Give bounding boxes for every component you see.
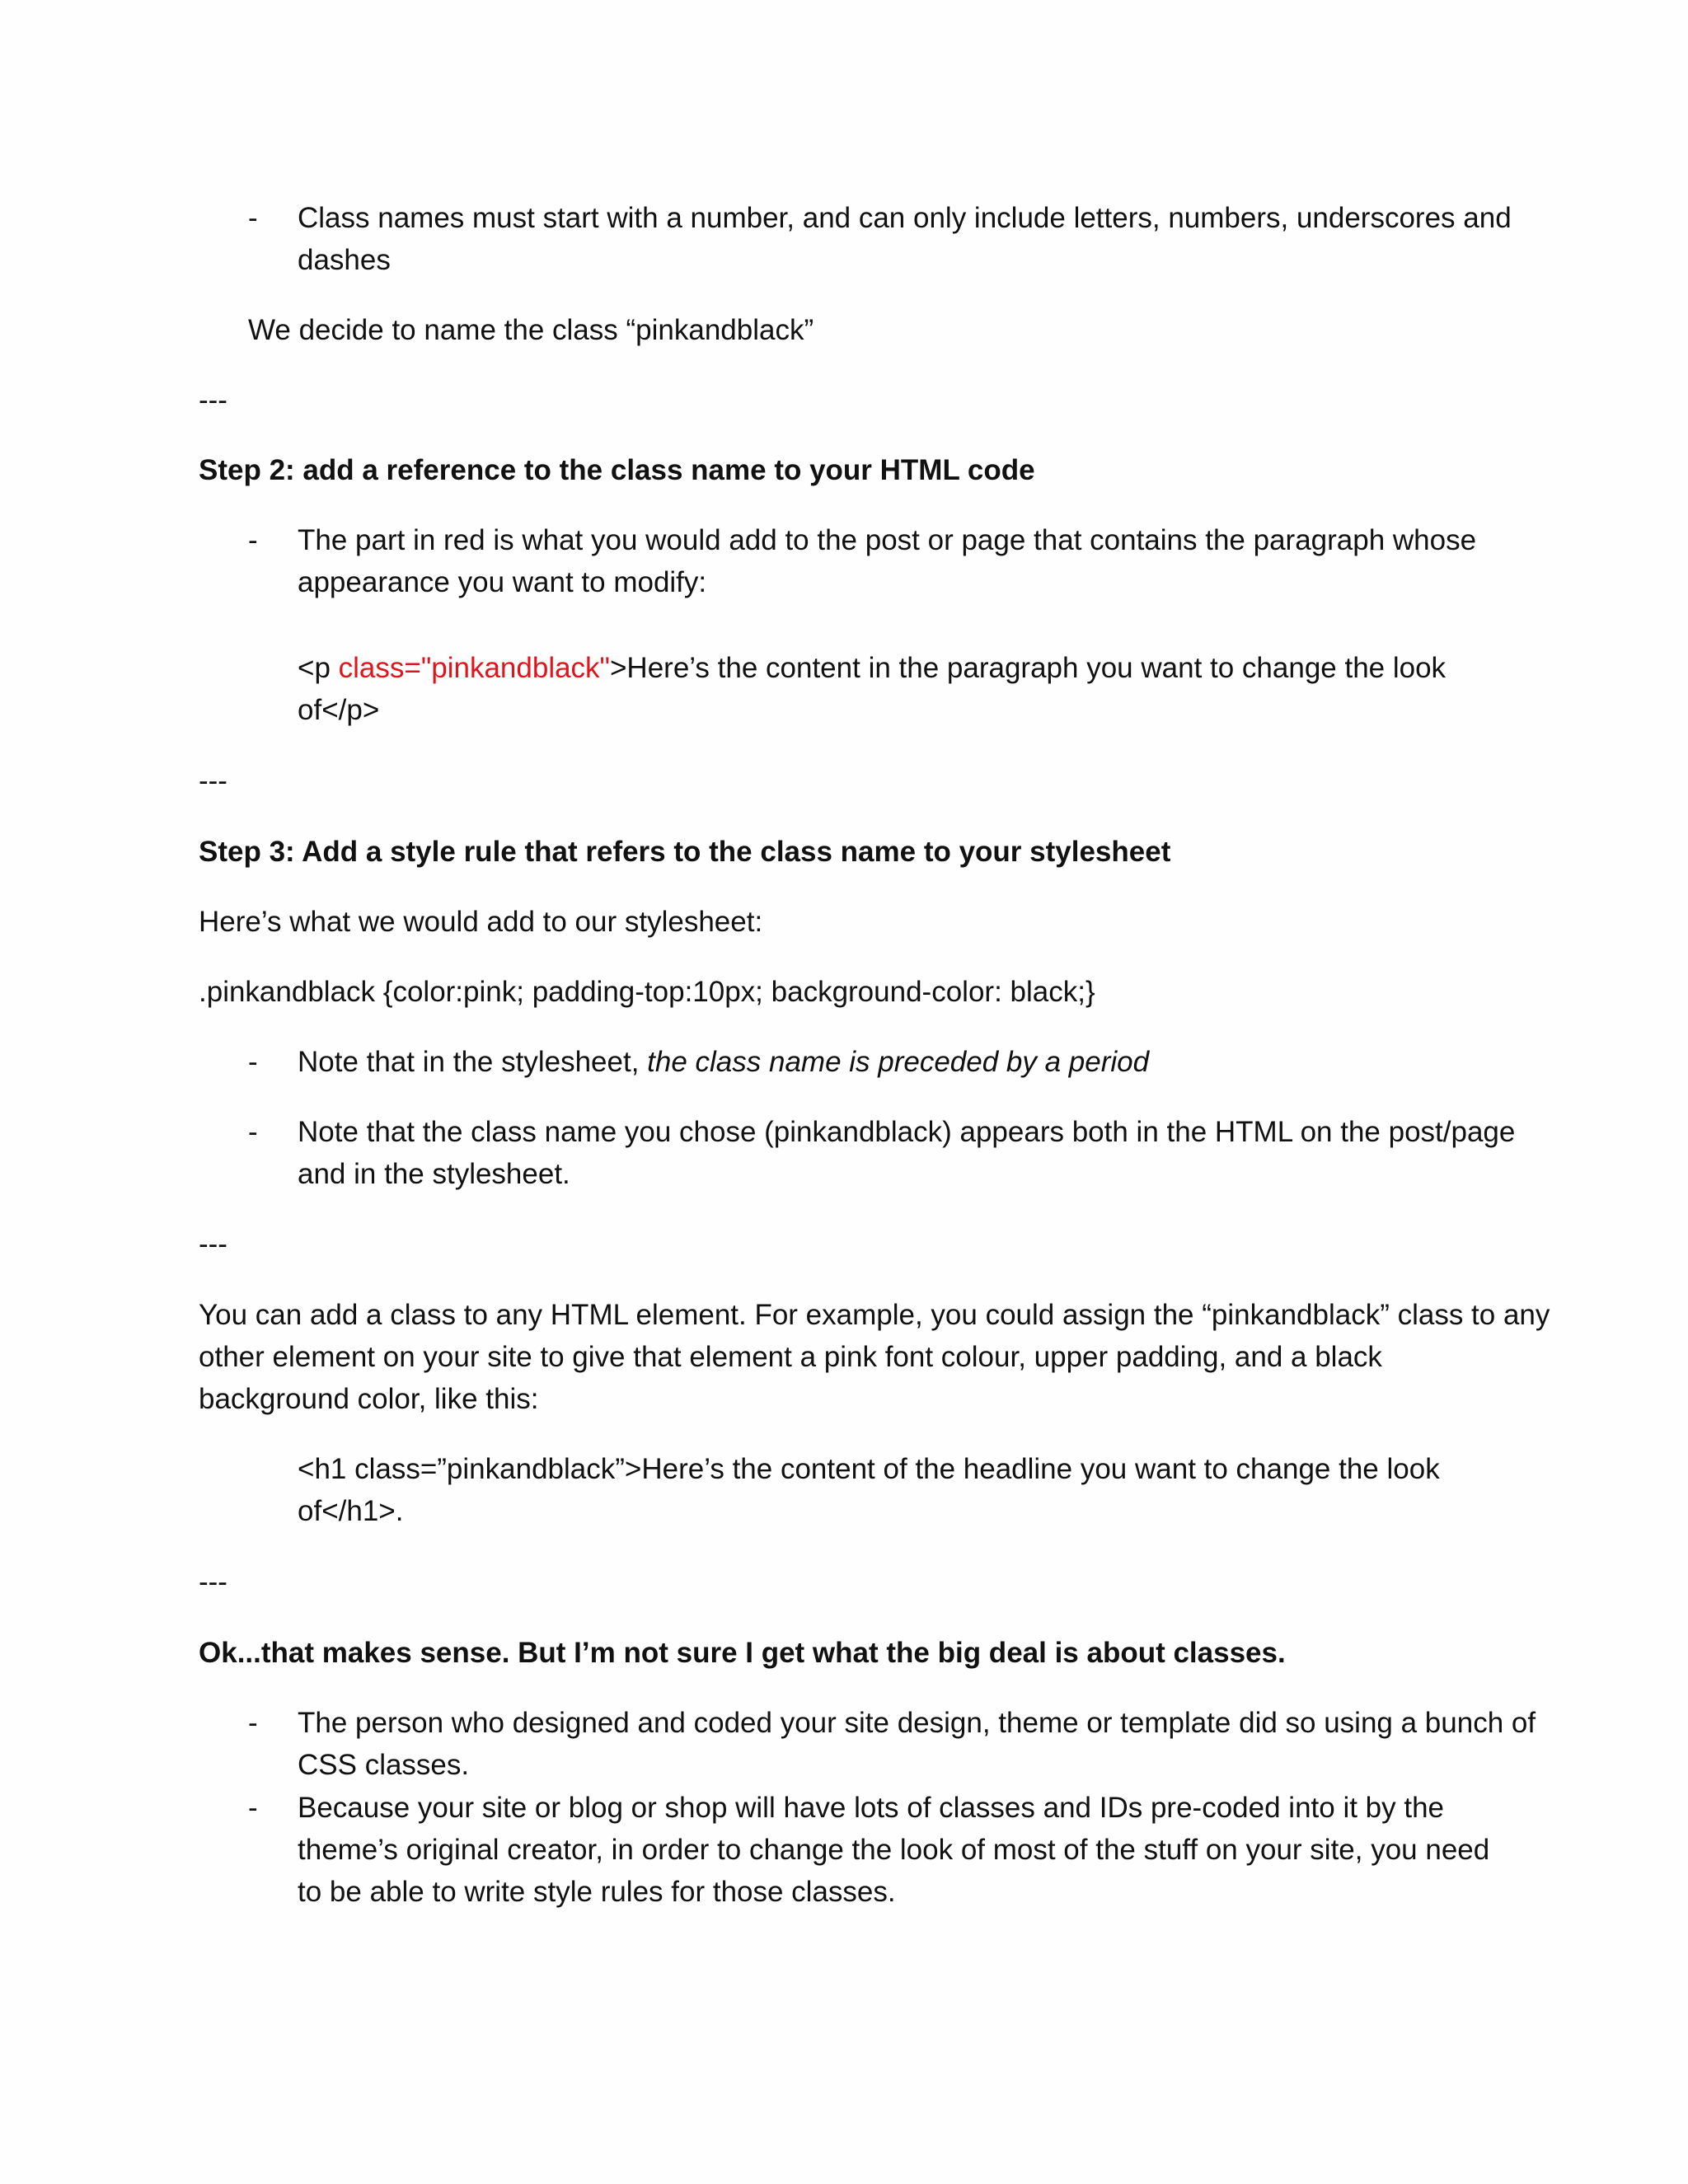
h1-code-example — [298, 1448, 1501, 1532]
bullet-line: dashes — [298, 244, 391, 276]
period-note-bullet — [298, 1041, 1501, 1083]
note-emphasis: the class name is preceded by a period — [647, 1046, 1150, 1078]
separator: --- — [199, 1566, 227, 1598]
code-prefix: <p — [298, 652, 339, 684]
class-name-rule-bullet — [298, 197, 1512, 281]
paragraph-line: background color, like this: — [199, 1383, 539, 1415]
bullet-line: Class names must start with a number, and can only include letters, numbers, underscores and — [298, 202, 1512, 234]
separator: --- — [199, 1228, 227, 1260]
css-rule-example: .pinkandblack {color:pink; padding-top:10px; background-color: black;} — [199, 976, 1095, 1008]
bullet-dash: - — [248, 524, 258, 556]
bullet-dash: - — [248, 1707, 258, 1739]
bullet-line: to be able to write style rules for those classes. — [298, 1876, 896, 1908]
bullet-line: Note that the class name you chose (pinkandblack) appears both in the HTML on the post/page — [298, 1116, 1516, 1148]
bullet-dash: - — [248, 202, 258, 234]
bullet-line: The part in red is what you would add to the post or page that contains the paragraph whose — [298, 524, 1477, 556]
bullet-line: CSS classes. — [298, 1749, 470, 1781]
code-line: <h1 class=”pinkandblack”>Here’s the content of the headline you want to change the look — [298, 1453, 1440, 1485]
code-line: of</p> — [298, 694, 380, 726]
bullet-dash: - — [248, 1792, 258, 1824]
bullet-dash: - — [248, 1116, 258, 1148]
paragraph-line: other element on your site to give that element a pink font colour, upper padding, and a black — [199, 1341, 1382, 1373]
separator: --- — [199, 384, 227, 416]
note-text: Note that in the stylesheet, — [298, 1046, 648, 1078]
theme-designer-bullet — [298, 1702, 1536, 1786]
precoded-classes-bullet — [298, 1787, 1501, 1913]
step2-heading: Step 2: add a reference to the class name to your HTML code — [199, 454, 1035, 486]
bullet-line: Because your site or blog or shop will have lots of classes and IDs pre-coded into it by the — [298, 1792, 1445, 1824]
bullet-line: The person who designed and coded your site design, theme or template did so using a bunch of — [298, 1707, 1536, 1739]
code-line — [298, 647, 1501, 689]
bullet-dash: - — [248, 1046, 258, 1078]
separator: --- — [199, 765, 227, 797]
step3-intro: Here’s what we would add to our stylesheet: — [199, 906, 763, 938]
paragraph-line: You can add a class to any HTML element. For example, you could assign the “pinkandblack” class to any — [199, 1299, 1550, 1331]
step3-heading: Step 3: Add a style rule that refers to the class name to your stylesheet — [199, 836, 1171, 868]
code-suffix: >Here’s the content in the paragraph you want to change the look — [609, 652, 1447, 684]
any-element-paragraph — [199, 1294, 1550, 1420]
bullet-line: appearance you want to modify: — [298, 566, 707, 598]
big-deal-heading: Ok...that makes sense. But I’m not sure I get what the big deal is about classes. — [199, 1637, 1286, 1669]
class-appears-both-bullet — [298, 1111, 1516, 1195]
bullet-line: theme’s original creator, in order to change the look of most of the stuff on your site, you need — [298, 1834, 1490, 1866]
step2-bullet — [298, 519, 1501, 603]
html-code-example — [298, 647, 1501, 731]
decide-class-name-text: We decide to name the class “pinkandblack” — [248, 314, 814, 346]
bullet-line: and in the stylesheet. — [298, 1158, 570, 1190]
code-class-attribute: class="pinkandblack" — [338, 652, 610, 684]
code-line: of</h1>. — [298, 1495, 404, 1527]
